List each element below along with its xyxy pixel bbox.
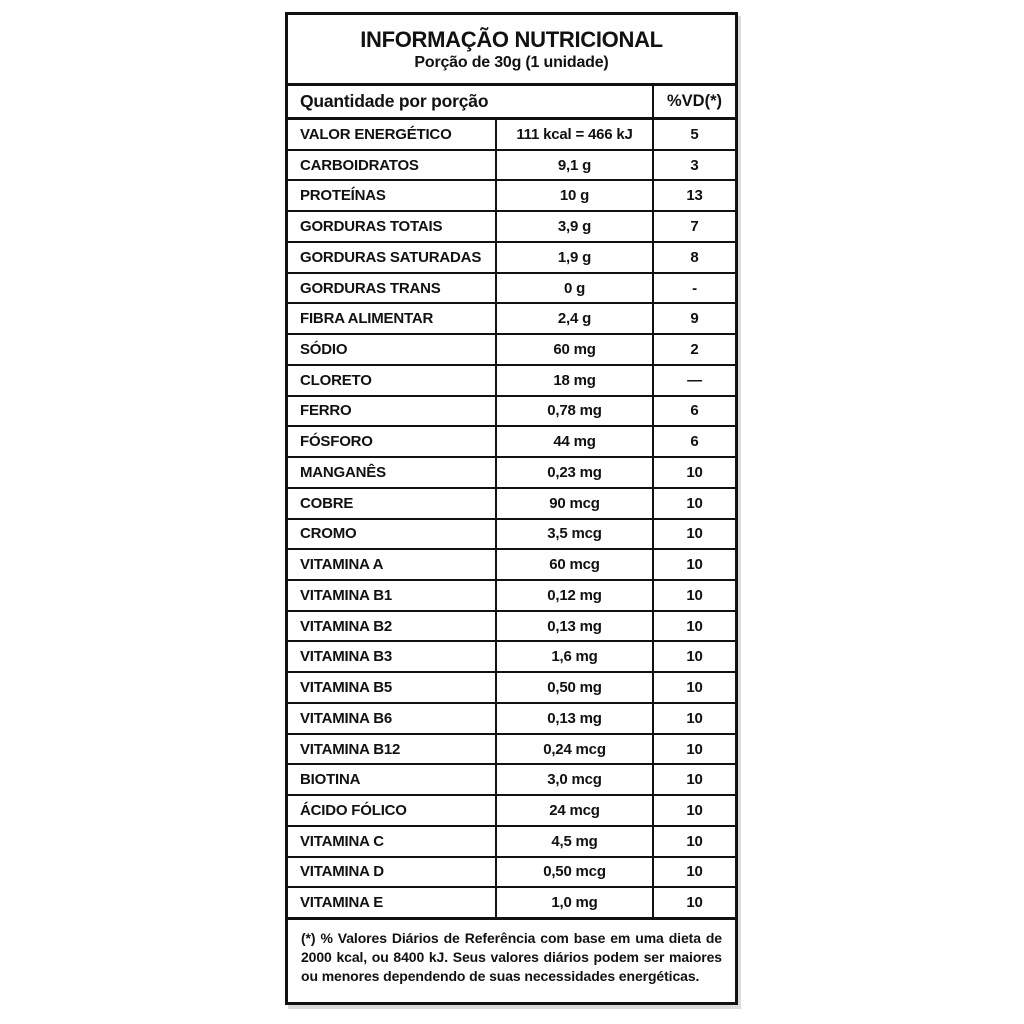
nutrient-amount: 3,9 g	[495, 212, 652, 241]
table-row	[288, 579, 735, 610]
table-row	[288, 272, 735, 303]
table-row	[288, 671, 735, 702]
nutrient-amount: 24 mcg	[495, 796, 652, 825]
nutrient-amount: 0,13 mg	[495, 612, 652, 641]
table-row	[288, 640, 735, 671]
table-row	[288, 548, 735, 579]
nutrient-amount: 18 mg	[495, 366, 652, 395]
nutrient-name: VALOR ENERGÉTICO	[300, 125, 452, 143]
nutrient-name: VITAMINA B3	[300, 648, 392, 666]
nutrient-vd: -	[652, 274, 735, 303]
nutrient-name: PROTEÍNAS	[300, 187, 386, 205]
nutrient-name: FERRO	[300, 402, 352, 420]
nutrient-amount: 0,23 mg	[495, 458, 652, 487]
nutrient-vd: 6	[652, 427, 735, 456]
nutrient-amount: 1,9 g	[495, 243, 652, 272]
daily-values-footnote: (*) % Valores Diários de Referência com base em uma dieta de 2000 kcal, ou 8400 kJ. Seus valores diários podem ser maiores ou menores dependendo de suas necessidades energéticas.	[288, 917, 735, 1002]
nutrient-amount: 1,6 mg	[495, 642, 652, 671]
nutrient-amount: 44 mg	[495, 427, 652, 456]
nutrient-amount: 90 mcg	[495, 489, 652, 518]
nutrient-vd: 3	[652, 151, 735, 180]
nutrient-vd: 10	[652, 735, 735, 764]
table-header-row	[288, 86, 735, 120]
nutrient-vd: 10	[652, 520, 735, 549]
nutrient-name: CLORETO	[300, 371, 372, 389]
nutrient-name: VITAMINA B6	[300, 709, 392, 727]
table-row	[288, 302, 735, 333]
nutrient-amount: 0,12 mg	[495, 581, 652, 610]
nutrient-vd: 10	[652, 458, 735, 487]
table-row	[288, 518, 735, 549]
header-daily-value-percent: %VD(*)	[652, 86, 735, 117]
table-row	[288, 179, 735, 210]
label-serving-size: Porção de 30g (1 unidade)	[414, 53, 609, 71]
nutrient-name: VITAMINA A	[300, 556, 384, 574]
nutrient-vd: 10	[652, 642, 735, 671]
table-row	[288, 425, 735, 456]
nutrient-amount: 0 g	[495, 274, 652, 303]
nutrient-name: VITAMINA C	[300, 832, 384, 850]
table-row	[288, 702, 735, 733]
nutrient-vd: 10	[652, 489, 735, 518]
table-row	[288, 456, 735, 487]
nutrient-vd: 10	[652, 796, 735, 825]
nutrient-name: MANGANÊS	[300, 463, 386, 481]
table-row	[288, 395, 735, 426]
table-row	[288, 610, 735, 641]
nutrient-name: ÁCIDO FÓLICO	[300, 802, 407, 820]
nutrient-name: VITAMINA B5	[300, 679, 392, 697]
nutrient-rows	[288, 120, 735, 917]
table-row	[288, 487, 735, 518]
table-row	[288, 733, 735, 764]
nutrient-amount: 0,24 mcg	[495, 735, 652, 764]
nutrient-vd: 8	[652, 243, 735, 272]
nutrient-vd: 2	[652, 335, 735, 364]
table-row	[288, 120, 735, 149]
nutrient-vd: 10	[652, 704, 735, 733]
nutrient-name: GORDURAS TOTAIS	[300, 218, 443, 236]
nutrient-amount: 0,50 mg	[495, 673, 652, 702]
nutrient-amount: 3,0 mcg	[495, 765, 652, 794]
table-row	[288, 794, 735, 825]
nutrient-amount: 60 mg	[495, 335, 652, 364]
table-row	[288, 856, 735, 887]
table-row	[288, 364, 735, 395]
nutrient-name: VITAMINA B2	[300, 617, 392, 635]
nutrient-name: VITAMINA B1	[300, 586, 392, 604]
nutrient-name: BIOTINA	[300, 771, 361, 789]
nutrient-vd: —	[652, 366, 735, 395]
nutrient-name: VITAMINA B12	[300, 740, 401, 758]
nutrient-name: COBRE	[300, 494, 354, 512]
nutrient-name: GORDURAS SATURADAS	[300, 248, 482, 266]
nutrient-name: CROMO	[300, 525, 357, 543]
nutrient-vd: 10	[652, 888, 735, 917]
table-row	[288, 149, 735, 180]
nutrient-vd: 10	[652, 673, 735, 702]
nutrient-vd: 10	[652, 858, 735, 887]
nutrient-name: FIBRA ALIMENTAR	[300, 310, 434, 328]
nutrient-amount: 111 kcal = 466 kJ	[495, 120, 652, 149]
nutrient-amount: 1,0 mg	[495, 888, 652, 917]
nutrient-amount: 10 g	[495, 181, 652, 210]
label-title-block	[288, 15, 735, 86]
nutrient-vd: 10	[652, 550, 735, 579]
nutrient-vd: 10	[652, 612, 735, 641]
table-row	[288, 886, 735, 917]
nutrient-name: SÓDIO	[300, 341, 348, 358]
nutrient-vd: 5	[652, 120, 735, 149]
header-quantity-per-serving: Quantidade por porção	[300, 91, 489, 111]
nutrient-name: FÓSFORO	[300, 433, 373, 451]
nutrient-amount: 2,4 g	[495, 304, 652, 333]
nutrient-name: CARBOIDRATOS	[300, 156, 419, 174]
nutrient-amount: 0,50 mcg	[495, 858, 652, 887]
nutrient-amount: 0,78 mg	[495, 397, 652, 426]
nutrient-amount: 3,5 mcg	[495, 520, 652, 549]
table-row	[288, 825, 735, 856]
nutrient-vd: 13	[652, 181, 735, 210]
nutrient-vd: 10	[652, 827, 735, 856]
table-row	[288, 210, 735, 241]
nutrient-vd: 7	[652, 212, 735, 241]
nutrient-name: VITAMINA E	[300, 894, 383, 912]
nutrient-name: VITAMINA D	[300, 863, 384, 881]
nutrient-amount: 9,1 g	[495, 151, 652, 180]
nutrient-vd: 6	[652, 397, 735, 426]
table-row	[288, 763, 735, 794]
nutrient-vd: 9	[652, 304, 735, 333]
nutrient-vd: 10	[652, 765, 735, 794]
nutrient-vd: 10	[652, 581, 735, 610]
table-row	[288, 333, 735, 364]
label-title: INFORMAÇÃO NUTRICIONAL	[360, 26, 663, 52]
nutrient-amount: 60 mcg	[495, 550, 652, 579]
nutrition-label	[285, 12, 738, 1005]
table-row	[288, 241, 735, 272]
nutrient-amount: 0,13 mg	[495, 704, 652, 733]
nutrient-amount: 4,5 mg	[495, 827, 652, 856]
nutrient-name: GORDURAS TRANS	[300, 279, 441, 297]
